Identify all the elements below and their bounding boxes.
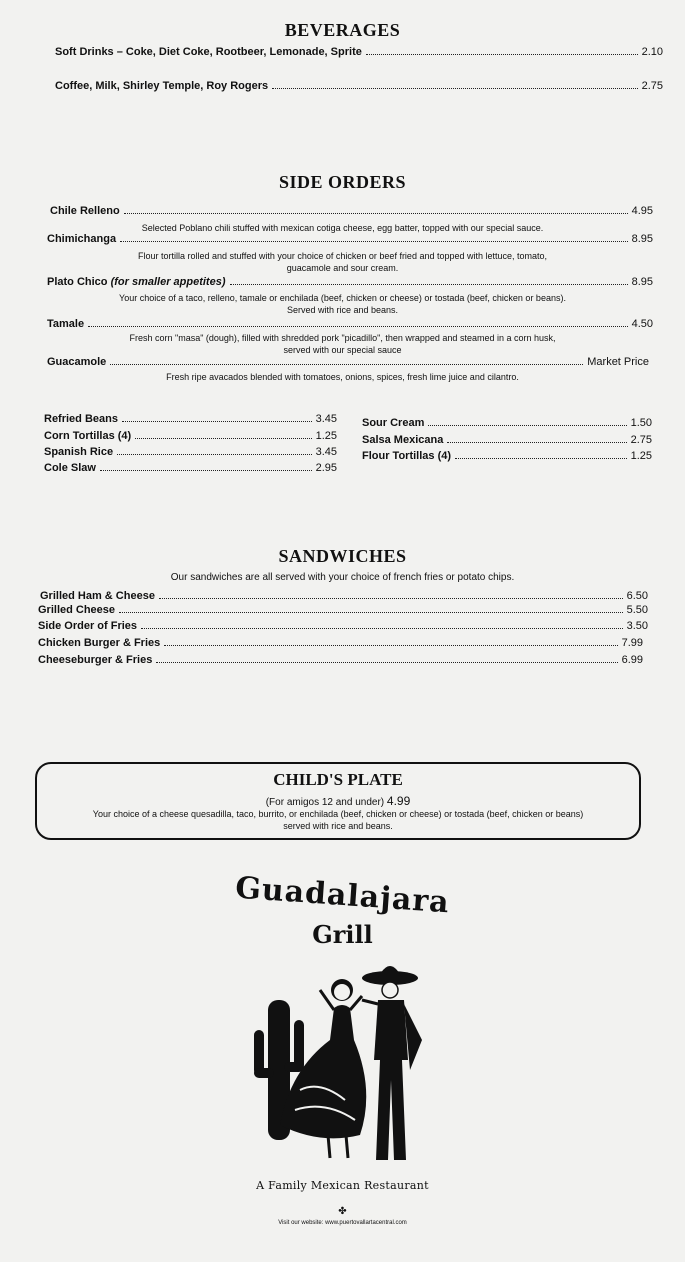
beverages-title: BEVERAGES bbox=[284, 20, 401, 40]
childs-plate-title: CHILD'S PLATE bbox=[273, 770, 403, 789]
childs-plate-subtitle: (For amigos 12 and under) 4.99 bbox=[265, 794, 411, 808]
leader-dots bbox=[120, 241, 628, 242]
leader-dots bbox=[110, 364, 583, 365]
restaurant-tagline: A Family Mexican Restaurant bbox=[256, 1179, 429, 1192]
leader-dots bbox=[88, 326, 627, 327]
menu-item-cheeseburger: Cheeseburger & Fries 6.99 bbox=[38, 654, 643, 666]
menu-item-coffee: Coffee, Milk, Shirley Temple, Roy Rogers 2.75 bbox=[55, 80, 663, 92]
menu-item-salsa-mexicana: Salsa Mexicana 2.75 bbox=[362, 434, 652, 446]
leader-dots bbox=[119, 612, 623, 613]
item-description: Fresh ripe avacados blended with tomatoes, onions, spices, fresh lime juice and cilantro. bbox=[166, 372, 519, 382]
item-description: Flour tortilla rolled and stuffed with your choice of chicken or beef fried and topped with lettuce, tomato, bbox=[137, 251, 548, 261]
item-description: guacamole and sour cream. bbox=[286, 263, 399, 273]
leader-dots bbox=[455, 458, 627, 459]
childs-plate-description: Your choice of a cheese quesadilla, taco, burrito, or enchilada (beef, chicken or cheese) or tostada (beef, chicken or beans) served with rice and beans. bbox=[92, 809, 584, 831]
leader-dots bbox=[428, 425, 626, 426]
menu-item-refried-beans: Refried Beans 3.45 bbox=[44, 413, 337, 425]
restaurant-logo-grill: Grill bbox=[312, 920, 373, 949]
leader-dots bbox=[159, 598, 623, 599]
leader-dots bbox=[141, 628, 623, 629]
menu-item-spanish-rice: Spanish Rice 3.45 bbox=[44, 446, 337, 458]
menu-item-sour-cream: Sour Cream 1.50 bbox=[362, 417, 652, 429]
menu-item-side-order-fries: Side Order of Fries 3.50 bbox=[38, 620, 648, 632]
menu-item-corn-tortillas: Corn Tortillas (4) 1.25 bbox=[44, 430, 337, 442]
leader-dots bbox=[366, 54, 638, 55]
menu-item-guacamole: Guacamole Market Price bbox=[47, 356, 649, 368]
leader-dots bbox=[230, 284, 628, 285]
menu-item-soft-drinks: Soft Drinks – Coke, Diet Coke, Rootbeer, Lemonade, Sprite 2.10 bbox=[55, 46, 663, 58]
website-text: Visit our website: www.puertovallartacentral.com bbox=[278, 1220, 407, 1226]
man-dancer-icon bbox=[362, 966, 422, 1160]
leader-dots bbox=[156, 662, 617, 663]
leader-dots bbox=[164, 645, 617, 646]
menu-item-chicken-burger: Chicken Burger & Fries 7.99 bbox=[38, 637, 643, 649]
sandwiches-title: SANDWICHES bbox=[278, 546, 407, 566]
ornament-icon: ✤ bbox=[338, 1206, 347, 1217]
menu-item-grilled-ham-cheese: Grilled Ham & Cheese 6.50 bbox=[40, 590, 648, 602]
menu-item-plato-chico: Plato Chico (for smaller appetites) 8.95 bbox=[47, 276, 653, 288]
item-description: served with our special sauce bbox=[283, 345, 402, 355]
leader-dots bbox=[124, 213, 628, 214]
item-description: Served with rice and beans. bbox=[286, 305, 399, 315]
menu-item-grilled-cheese: Grilled Cheese 5.50 bbox=[38, 604, 648, 616]
restaurant-logo-name: Guadalajara bbox=[234, 870, 451, 921]
childs-plate-price: 4.99 bbox=[386, 794, 411, 808]
sandwiches-note: Our sandwiches are all served with your choice of french fries or potato chips. bbox=[170, 572, 515, 583]
leader-dots bbox=[122, 421, 312, 422]
leader-dots bbox=[135, 438, 311, 439]
menu-item-flour-tortillas: Flour Tortillas (4) 1.25 bbox=[362, 450, 652, 462]
leader-dots bbox=[272, 88, 637, 89]
menu-item-cole-slaw: Cole Slaw 2.95 bbox=[44, 462, 337, 474]
item-description: Fresh corn "masa" (dough), filled with shredded pork "picadillo", then wrapped and steamed in a corn husk, bbox=[129, 333, 556, 343]
leader-dots bbox=[117, 454, 312, 455]
menu-item-tamale: Tamale 4.50 bbox=[47, 318, 653, 330]
item-description: Selected Poblano chili stuffed with mexican cotiga cheese, egg batter, topped with our special sauce. bbox=[141, 223, 544, 233]
menu-item-chile-relleno: Chile Relleno 4.95 bbox=[50, 205, 653, 217]
menu-item-chimichanga: Chimichanga 8.95 bbox=[47, 233, 653, 245]
leader-dots bbox=[100, 470, 312, 471]
leader-dots bbox=[447, 442, 626, 443]
side-orders-title: SIDE ORDERS bbox=[278, 172, 407, 192]
childs-plate-box bbox=[35, 762, 641, 840]
dancers-cactus-illustration bbox=[250, 960, 430, 1175]
item-description: Your choice of a taco, relleno, tamale or enchilada (beef, chicken or cheese) or tostada (beef, chicken or beans). bbox=[119, 293, 566, 303]
